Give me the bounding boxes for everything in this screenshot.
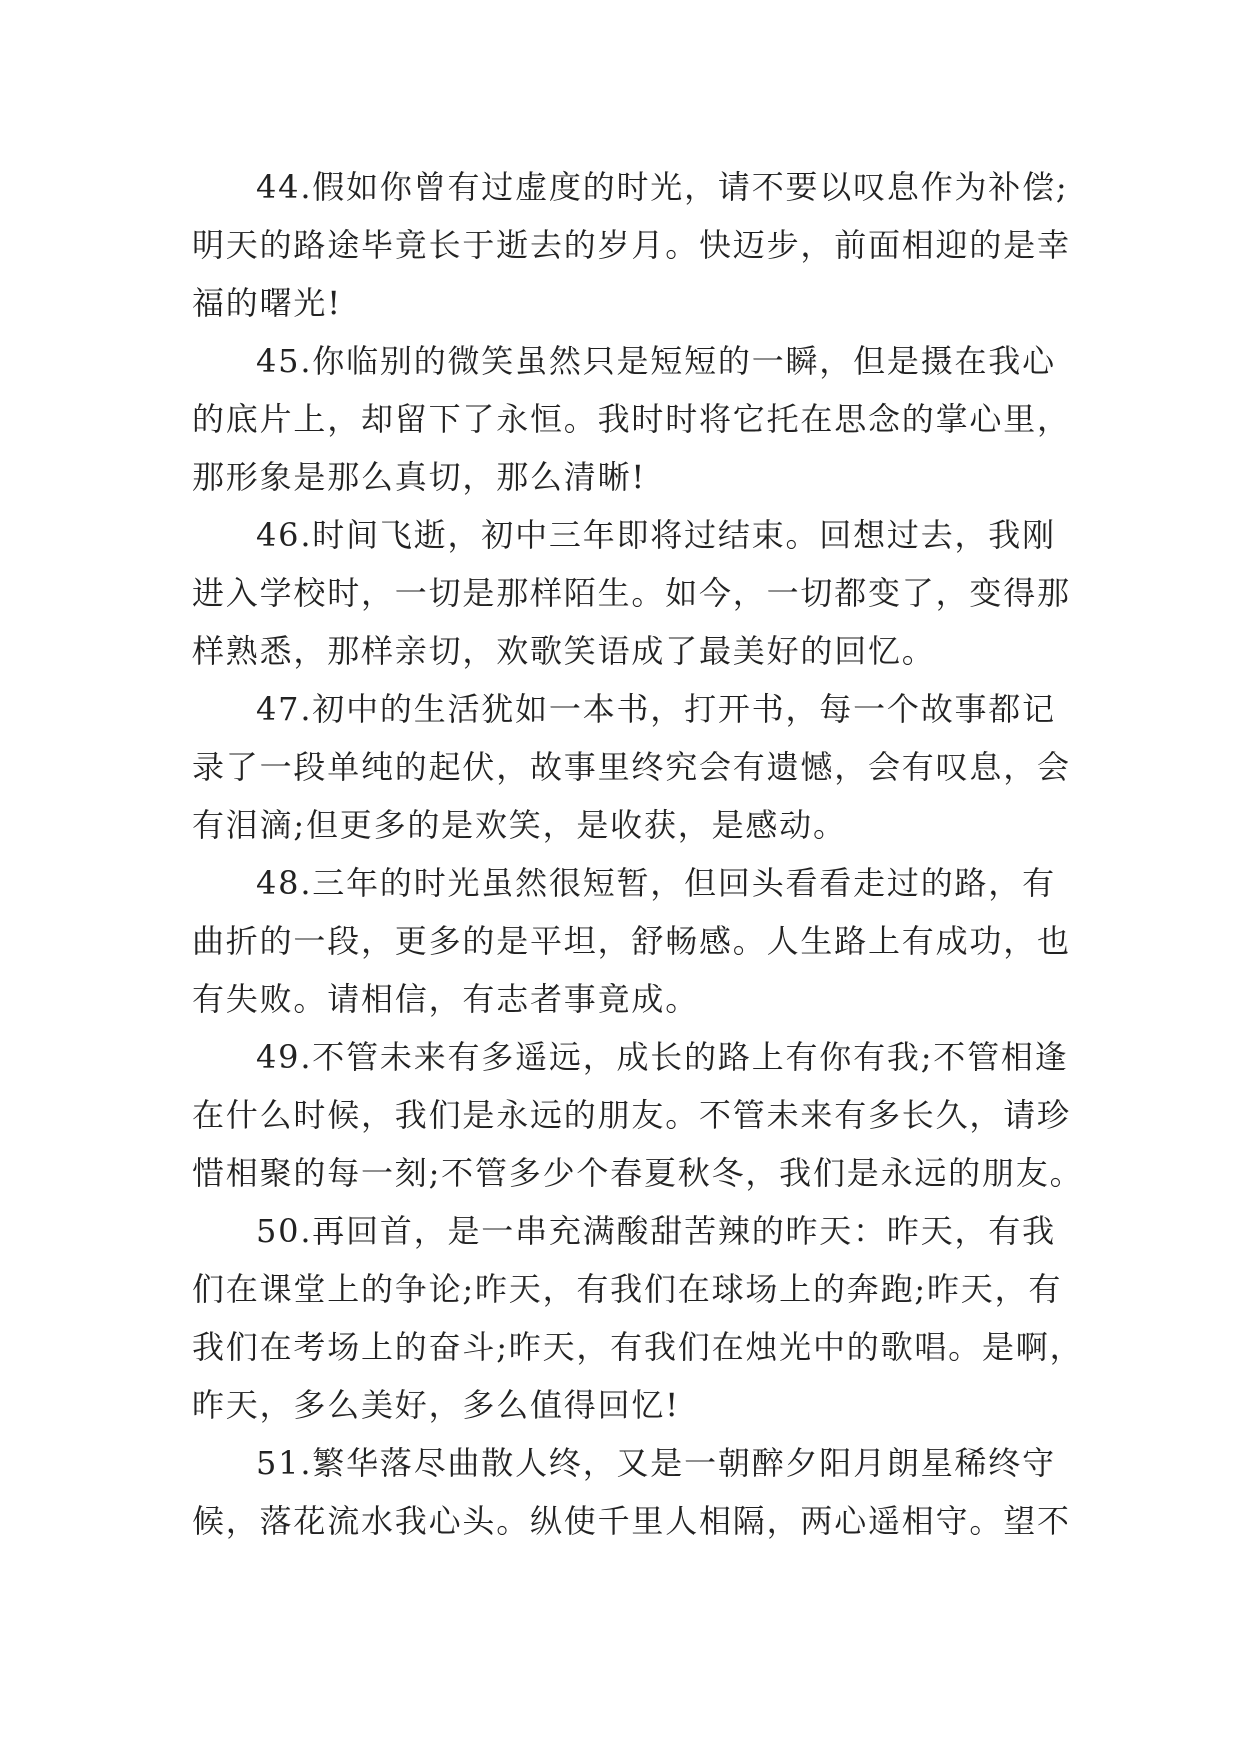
paragraph-line: 49.不管未来有多遥远，成长的路上有你有我;不管相逢 — [256, 1038, 1069, 1076]
paragraph-line: 昨天，多么美好，多么值得回忆! — [192, 1386, 680, 1424]
paragraph-49 — [192, 1028, 1092, 1202]
paragraph-line: 候，落花流水我心头。纵使千里人相隔，两心遥相守。望不 — [192, 1502, 1071, 1540]
paragraph-line: 明天的路途毕竟长于逝去的岁月。快迈步，前面相迎的是幸 — [192, 226, 1071, 264]
paragraph-line: 我们在考场上的奋斗;昨天，有我们在烛光中的歌唱。是啊， — [192, 1328, 1084, 1366]
paragraph-line: 惜相聚的每一刻;不管多少个春夏秋冬，我们是永远的朋友。 — [192, 1154, 1084, 1192]
paragraph-line: 那形象是那么真切，那么清晰! — [192, 458, 647, 496]
paragraph-line: 曲折的一段，更多的是平坦，舒畅感。人生路上有成功，也 — [192, 922, 1071, 960]
paragraph-line: 福的曙光! — [192, 284, 342, 322]
paragraph-line: 有失败。请相信，有志者事竟成。 — [192, 980, 700, 1018]
paragraph-line: 45.你临别的微笑虽然只是短短的一瞬，但是摄在我心 — [256, 342, 1056, 380]
paragraph-45 — [192, 332, 1092, 506]
document-body — [192, 158, 1092, 1550]
paragraph-line: 们在课堂上的争论;昨天，有我们在球场上的奔跑;昨天，有 — [192, 1270, 1063, 1308]
paragraph-line: 47.初中的生活犹如一本书，打开书，每一个故事都记 — [256, 690, 1056, 728]
paragraph-44 — [192, 158, 1092, 332]
paragraph-line: 录了一段单纯的起伏，故事里终究会有遗憾，会有叹息，会 — [192, 748, 1071, 786]
paragraph-46 — [192, 506, 1092, 680]
paragraph-47 — [192, 680, 1092, 854]
paragraph-50 — [192, 1202, 1092, 1434]
paragraph-line: 在什么时候，我们是永远的朋友。不管未来有多长久，请珍 — [192, 1096, 1071, 1134]
paragraph-48 — [192, 854, 1092, 1028]
paragraph-line: 进入学校时，一切是那样陌生。如今，一切都变了，变得那 — [192, 574, 1071, 612]
paragraph-line: 46.时间飞逝，初中三年即将过结束。回想过去，我刚 — [256, 516, 1056, 554]
paragraph-line: 48.三年的时光虽然很短暂，但回头看看走过的路，有 — [256, 864, 1056, 902]
paragraph-line: 有泪滴;但更多的是欢笑，是收获，是感动。 — [192, 806, 847, 844]
paragraph-51 — [192, 1434, 1092, 1550]
paragraph-line: 50.再回首，是一串充满酸甜苦辣的昨天：昨天，有我 — [256, 1212, 1056, 1250]
paragraph-line: 44.假如你曾有过虚度的时光，请不要以叹息作为补偿; — [256, 168, 1069, 206]
paragraph-line: 样熟悉，那样亲切，欢歌笑语成了最美好的回忆。 — [192, 632, 936, 670]
paragraph-line: 的底片上，却留下了永恒。我时时将它托在思念的掌心里， — [192, 400, 1071, 438]
paragraph-line: 51.繁华落尽曲散人终，又是一朝醉夕阳月朗星稀终守 — [256, 1444, 1056, 1482]
